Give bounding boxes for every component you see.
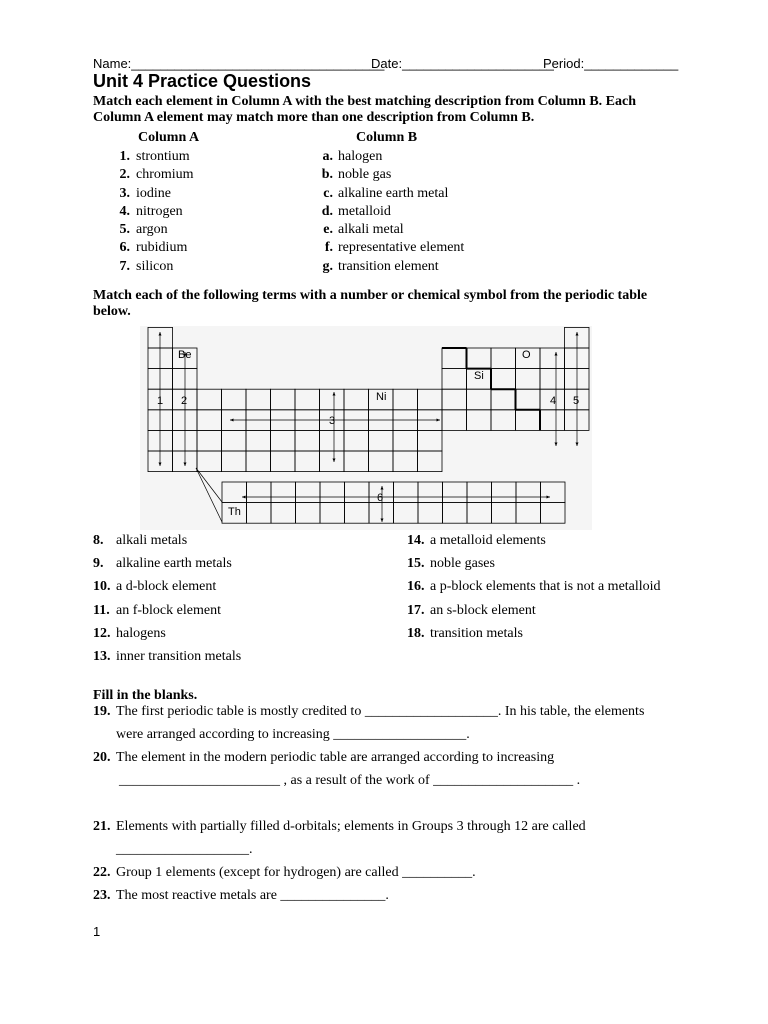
item-number: 3. xyxy=(119,185,130,201)
item-letter: a. xyxy=(322,149,333,164)
column-a-list xyxy=(108,149,194,277)
question-20 xyxy=(93,750,554,766)
column-b-item xyxy=(319,259,464,277)
item-letter: e. xyxy=(323,222,333,238)
f-block-cell xyxy=(443,503,468,524)
term-item xyxy=(407,603,661,626)
label-si: Si xyxy=(474,370,484,382)
element-cell xyxy=(222,389,247,410)
element-cell xyxy=(295,430,320,451)
f-block-cell xyxy=(320,503,345,524)
term-text: alkaline earth metals xyxy=(116,556,232,572)
element-cell xyxy=(393,389,418,410)
element-cell xyxy=(467,410,492,431)
element-cell xyxy=(197,410,222,431)
period-field-label: Period:_____________ xyxy=(543,56,679,71)
f-block-cell xyxy=(394,482,419,503)
question-20-line2: _______________________ , as a result of the work of ____________________ . xyxy=(119,773,581,788)
element-cell xyxy=(246,451,271,472)
label-be: Be xyxy=(178,349,192,361)
element-cell xyxy=(344,451,369,472)
f-block-cell xyxy=(394,503,419,524)
column-b-item xyxy=(319,204,464,222)
term-number: 13. xyxy=(93,648,111,664)
terms-right-list xyxy=(407,533,661,649)
item-text: alkaline earth metal xyxy=(338,185,449,201)
column-b-list xyxy=(319,149,464,277)
terms-left-list xyxy=(93,533,241,672)
element-cell xyxy=(516,369,541,390)
column-a-item xyxy=(108,167,194,185)
section3-heading: Fill in the blanks. xyxy=(93,688,198,703)
term-text: a metalloid elements xyxy=(430,533,546,548)
item-text: alkali metal xyxy=(338,222,404,238)
term-number: 11. xyxy=(93,602,110,618)
element-cell xyxy=(271,389,296,410)
element-cell xyxy=(442,389,467,410)
f-block-cell xyxy=(271,503,296,524)
f-block-connector xyxy=(196,468,222,502)
term-item xyxy=(407,556,661,579)
item-text: strontium xyxy=(136,149,190,164)
element-cell xyxy=(197,389,222,410)
question-number: 20. xyxy=(93,750,111,765)
label-group-1: 1 xyxy=(157,395,164,407)
term-text: alkali metals xyxy=(116,533,188,548)
question-text: The most reactive metals are _______________. xyxy=(116,888,389,903)
page-title: Unit 4 Practice Questions xyxy=(93,71,312,91)
f-block-cell xyxy=(516,482,541,503)
element-cell xyxy=(222,451,247,472)
element-cell xyxy=(491,348,516,369)
element-cell xyxy=(295,389,320,410)
column-b-item xyxy=(319,186,464,204)
question-text: Elements with partially filled d-orbitals; elements in Groups 3 through 12 are called xyxy=(116,819,586,834)
term-item xyxy=(407,626,661,649)
f-block-cell xyxy=(492,503,517,524)
f-block-cell xyxy=(516,503,541,524)
item-letter: g. xyxy=(322,258,333,274)
column-a-item xyxy=(108,186,194,204)
term-item xyxy=(93,626,241,649)
element-cell xyxy=(344,389,369,410)
element-cell xyxy=(295,451,320,472)
column-a-item xyxy=(108,240,194,258)
label-o: O xyxy=(522,349,531,361)
item-letter: d. xyxy=(321,203,333,219)
term-number: 15. xyxy=(407,556,425,572)
item-letter: b. xyxy=(321,167,333,183)
question-number: 21. xyxy=(93,819,111,834)
label-group-2: 2 xyxy=(181,395,188,407)
item-text: iodine xyxy=(136,185,171,201)
f-block-cell xyxy=(320,482,345,503)
question-21-line2: ___________________. xyxy=(116,842,253,857)
label-block-3: 3 xyxy=(329,415,336,427)
column-b-header: Column B xyxy=(356,130,418,145)
question-number: 19. xyxy=(93,704,111,719)
element-cell xyxy=(540,348,565,369)
element-cell xyxy=(467,348,492,369)
term-text: a p-block elements that is not a metalloid xyxy=(430,579,661,595)
f-block-cell xyxy=(467,503,492,524)
term-item xyxy=(93,556,241,579)
section1-instructions-line2: Column A element may match more than one description from Column B. xyxy=(93,110,535,125)
element-cell xyxy=(271,430,296,451)
name-field-label: Name:___________________________________ xyxy=(93,56,385,71)
item-number: 5. xyxy=(119,222,130,238)
element-cell xyxy=(246,389,271,410)
item-letter: c. xyxy=(323,185,333,201)
item-text: transition element xyxy=(338,258,439,274)
column-b-item xyxy=(319,240,464,258)
question-23 xyxy=(93,888,389,904)
term-text: noble gases xyxy=(430,556,495,572)
column-b-item xyxy=(319,149,464,167)
question-19 xyxy=(93,704,644,720)
element-cell xyxy=(393,430,418,451)
column-a-item xyxy=(108,149,194,167)
question-text: The element in the modern periodic table are arranged according to increasing xyxy=(116,750,555,765)
f-block-cell xyxy=(418,482,443,503)
column-a-item xyxy=(108,222,194,240)
question-number: 22. xyxy=(93,865,111,880)
term-item xyxy=(407,579,661,602)
column-a-item xyxy=(108,204,194,222)
term-number: 17. xyxy=(407,602,425,618)
term-item xyxy=(93,649,241,672)
f-block-cell xyxy=(345,503,370,524)
element-cell xyxy=(344,430,369,451)
question-text: Group 1 elements (except for hydrogen) are called __________. xyxy=(116,865,476,880)
section2-instructions-line2: below. xyxy=(93,304,131,319)
section1-instructions-line1: Match each element in Column A with the best matching description from Column B. Each xyxy=(93,94,637,109)
term-item xyxy=(93,533,241,556)
element-cell xyxy=(246,430,271,451)
periodic-table-diagram xyxy=(140,326,592,530)
element-cell xyxy=(418,389,443,410)
column-b-item xyxy=(319,167,464,185)
item-text: noble gas xyxy=(338,167,392,183)
element-cell xyxy=(491,410,516,431)
element-cell xyxy=(369,430,394,451)
column-a-header: Column A xyxy=(138,130,200,145)
element-cell xyxy=(540,410,565,431)
term-number: 9. xyxy=(93,556,104,572)
element-cell xyxy=(491,389,516,410)
f-block-cell xyxy=(271,482,296,503)
item-text: representative element xyxy=(338,240,465,256)
label-ni: Ni xyxy=(376,391,387,403)
term-text: a d-block element xyxy=(116,579,217,595)
term-number: 16. xyxy=(407,579,425,595)
f-block-cell xyxy=(296,482,321,503)
label-block-6: 6 xyxy=(377,492,384,504)
item-text: metalloid xyxy=(338,203,391,219)
term-number: 18. xyxy=(407,625,425,641)
question-22 xyxy=(93,865,476,881)
element-cell xyxy=(540,369,565,390)
page-number: 1 xyxy=(93,924,101,939)
f-block-cell xyxy=(541,503,566,524)
element-cell xyxy=(320,430,345,451)
term-number: 12. xyxy=(93,625,111,641)
element-cell xyxy=(197,451,222,472)
element-cell xyxy=(442,348,467,369)
label-group-4: 4 xyxy=(550,395,557,407)
item-text: silicon xyxy=(136,258,174,274)
item-number: 6. xyxy=(119,240,130,256)
label-group-5: 5 xyxy=(573,395,580,407)
element-cell xyxy=(197,430,222,451)
question-19-line2: were arranged according to increasing ___________________. xyxy=(116,727,470,742)
term-item xyxy=(93,603,241,626)
f-block-connector xyxy=(196,468,222,522)
item-text: halogen xyxy=(338,149,383,164)
element-cell xyxy=(467,389,492,410)
f-block-cell xyxy=(222,482,247,503)
element-cell xyxy=(418,451,443,472)
element-cell xyxy=(320,451,345,472)
f-block-cell xyxy=(345,482,370,503)
item-text: rubidium xyxy=(136,240,188,256)
question-text: The first periodic table is mostly credited to ___________________. In his table, the elements xyxy=(116,704,645,719)
column-b-item xyxy=(319,222,464,240)
element-cell xyxy=(418,430,443,451)
element-cell xyxy=(393,451,418,472)
item-text: nitrogen xyxy=(136,203,183,219)
term-text: an s-block element xyxy=(430,602,536,618)
term-number: 8. xyxy=(93,533,104,548)
item-letter: f. xyxy=(324,240,333,256)
element-cell xyxy=(442,369,467,390)
element-cell xyxy=(516,410,541,431)
date-field-label: Date:_____________________ xyxy=(371,56,554,71)
f-block-cell xyxy=(467,482,492,503)
item-number: 4. xyxy=(119,203,130,219)
periodic-table-svg xyxy=(140,326,592,530)
item-number: 7. xyxy=(119,258,130,274)
item-text: chromium xyxy=(136,167,194,183)
question-number: 23. xyxy=(93,888,111,903)
term-number: 14. xyxy=(407,533,425,548)
f-block-cell xyxy=(369,503,394,524)
term-text: halogens xyxy=(116,625,166,641)
section2-instructions-line1: Match each of the following terms with a number or chemical symbol from the periodic table xyxy=(93,288,648,303)
element-cell xyxy=(491,369,516,390)
item-number: 1. xyxy=(119,149,130,164)
question-21 xyxy=(93,819,586,835)
item-text: argon xyxy=(136,222,168,238)
f-block-cell xyxy=(296,503,321,524)
f-block-cell xyxy=(247,482,272,503)
f-block-cell xyxy=(541,482,566,503)
term-text: inner transition metals xyxy=(116,648,242,664)
element-cell xyxy=(320,389,345,410)
term-item xyxy=(407,533,661,556)
f-block-cell xyxy=(418,503,443,524)
f-block-cell xyxy=(443,482,468,503)
column-a-item xyxy=(108,259,194,277)
term-text: transition metals xyxy=(430,625,523,641)
element-cell xyxy=(222,430,247,451)
term-item xyxy=(93,579,241,602)
f-block-cell xyxy=(492,482,517,503)
element-cell xyxy=(442,410,467,431)
element-cell xyxy=(271,451,296,472)
label-th: Th xyxy=(228,506,241,518)
term-number: 10. xyxy=(93,579,111,595)
f-block-cell xyxy=(247,503,272,524)
item-number: 2. xyxy=(119,167,130,183)
element-cell xyxy=(516,389,541,410)
element-cell xyxy=(369,451,394,472)
term-text: an f-block element xyxy=(116,602,221,618)
